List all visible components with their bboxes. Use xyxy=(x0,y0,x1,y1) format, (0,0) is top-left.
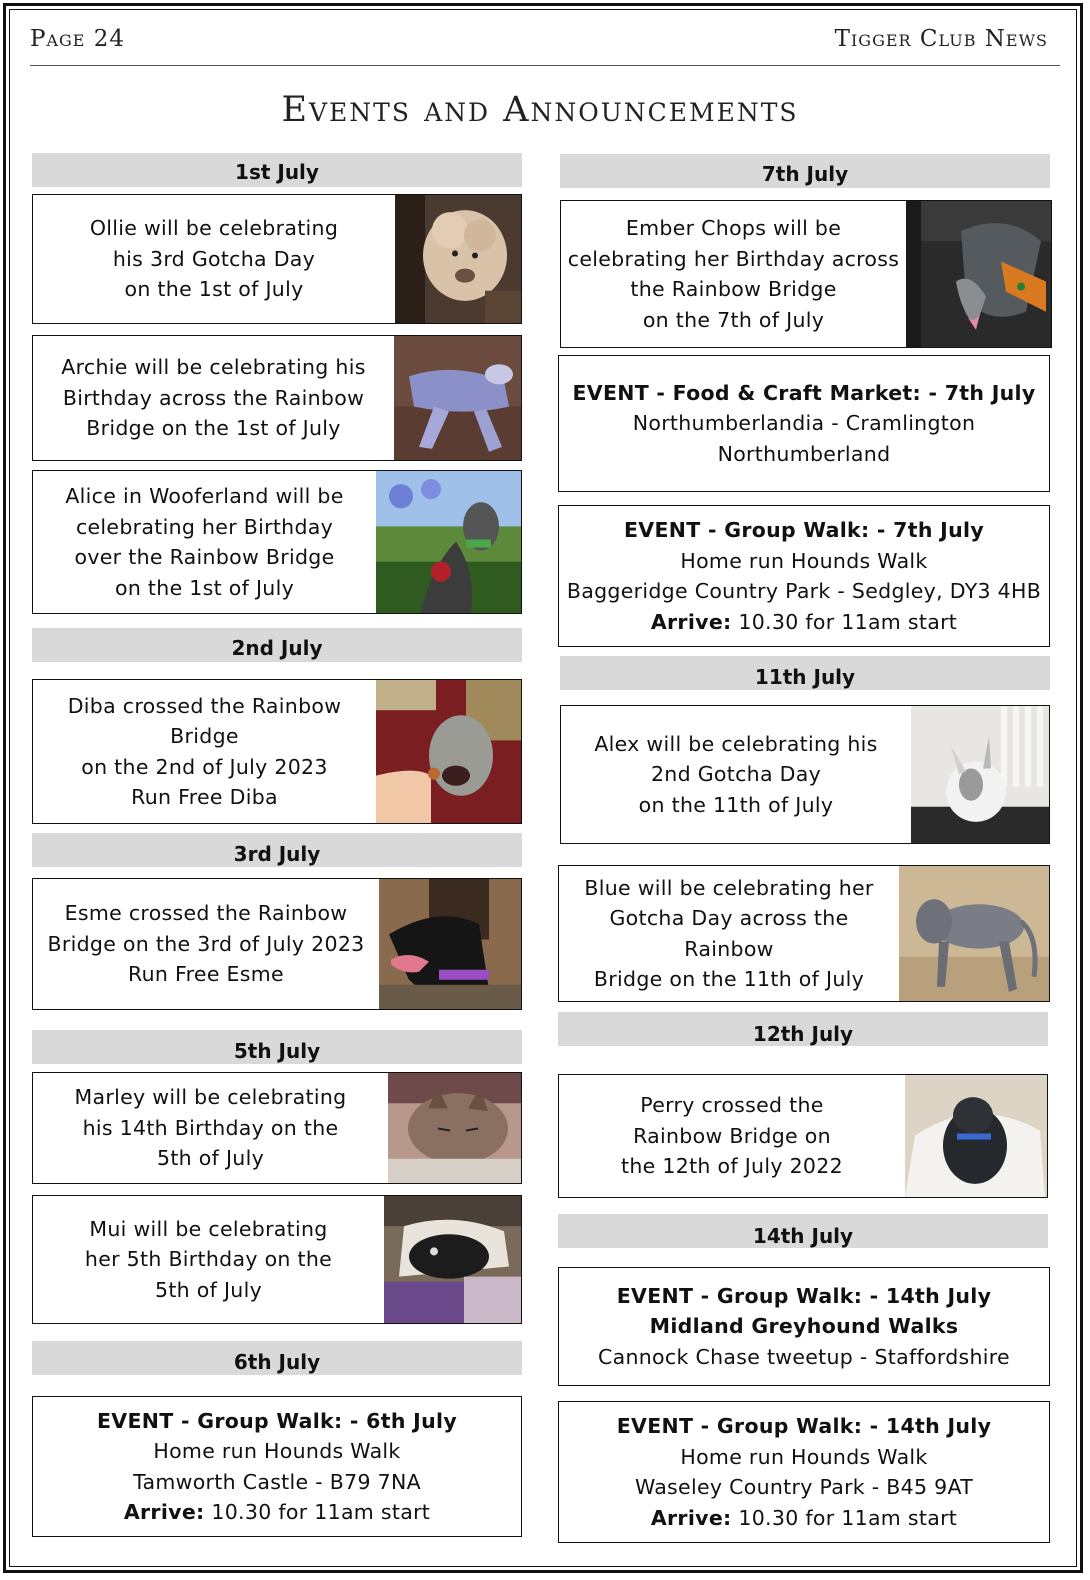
arrive-label: Arrive: xyxy=(123,1500,205,1524)
text-line: celebrating her Birthday xyxy=(75,514,334,539)
announcement-ember-chops xyxy=(560,200,1052,348)
text-line: Archie will be celebrating his xyxy=(61,355,366,380)
text-line: her 5th Birthday on the xyxy=(84,1247,333,1272)
date-heading-6th-july: 6th July xyxy=(32,1341,522,1375)
event-text xyxy=(559,506,1049,646)
text-line: his 14th Birthday on the xyxy=(82,1115,339,1140)
announcement-text xyxy=(33,680,376,823)
text-line: on the 1st of July xyxy=(124,277,304,302)
arrive-time: 10.30 for 11am start xyxy=(731,609,958,634)
dog-photo-archie xyxy=(394,336,521,460)
text-line: on the 7th of July xyxy=(642,307,825,332)
announcement-text xyxy=(33,195,395,323)
text-line: Mui will be celebrating xyxy=(89,1216,328,1241)
event-text xyxy=(559,356,1049,491)
event-food-craft-market-7th-july xyxy=(558,355,1050,492)
event-organiser: Home run Hounds Walk xyxy=(153,1439,401,1463)
text-line: Gotcha Day across the Rainbow xyxy=(609,906,849,961)
event-arrive xyxy=(651,1503,957,1534)
text-line: the 12th of July 2022 xyxy=(621,1154,843,1179)
text-line: Bridge on the 11th of July xyxy=(593,967,865,991)
announcement-ollie xyxy=(32,194,522,324)
dog-photo-mui xyxy=(384,1196,521,1323)
text-line: Run Free Diba xyxy=(131,785,278,809)
announcement-text xyxy=(33,879,379,1009)
announcement-diba xyxy=(32,679,522,824)
text-line: 5th of July xyxy=(154,1277,263,1302)
event-organiser: Home run Hounds Walk xyxy=(680,548,928,573)
text-line: on the 2nd of July 2023 xyxy=(81,754,328,779)
text-line: Perry crossed the xyxy=(640,1093,824,1118)
dog-photo-perry xyxy=(905,1075,1047,1197)
event-title: EVENT - Group Walk: - 14th July xyxy=(616,1414,992,1438)
dog-photo-ember-chops xyxy=(906,201,1051,347)
text-line: Birthday across the Rainbow xyxy=(62,385,365,410)
announcement-alice xyxy=(32,470,522,614)
event-title: EVENT - Group Walk: - 14th July xyxy=(616,1283,992,1308)
announcement-text xyxy=(33,1196,384,1323)
announcement-text xyxy=(561,201,906,347)
text-line: his 3rd Gotcha Day xyxy=(112,246,316,271)
event-arrive xyxy=(651,607,957,638)
page-number: Page 24 xyxy=(30,26,126,52)
event-group-walk-14th-july-waseley xyxy=(558,1401,1050,1543)
date-heading-3rd-july: 3rd July xyxy=(32,833,522,867)
arrive-time: 10.30 for 11am start xyxy=(731,1505,958,1530)
text-line: the Rainbow Bridge xyxy=(630,277,837,301)
announcement-alex xyxy=(560,705,1050,844)
announcement-text xyxy=(33,471,376,613)
event-title: EVENT - Group Walk: - 6th July xyxy=(97,1408,457,1433)
text-line: Esme crossed the Rainbow xyxy=(64,901,348,926)
rabbit-photo-alex xyxy=(911,706,1049,843)
event-text xyxy=(559,1268,1049,1385)
event-text xyxy=(33,1397,521,1536)
text-line: Run Free Esme xyxy=(128,962,284,987)
event-region: Northumberland xyxy=(717,441,891,466)
arrive-label: Arrive: xyxy=(650,609,732,634)
event-title: EVENT - Group Walk: - 7th July xyxy=(624,518,984,542)
event-group-walk-14th-july-midland xyxy=(558,1267,1050,1386)
announcement-archie xyxy=(32,335,522,461)
date-heading-1st-july: 1st July xyxy=(32,153,522,187)
date-heading-11th-july: 11th July xyxy=(560,656,1050,690)
event-location: Cannock Chase tweetup - Staffordshire xyxy=(598,1344,1010,1369)
dog-photo-esme xyxy=(379,879,521,1009)
announcement-perry xyxy=(558,1074,1048,1198)
text-line: on the 1st of July xyxy=(114,575,295,600)
announcement-mui xyxy=(32,1195,522,1324)
text-line: Blue will be celebrating her xyxy=(584,875,874,900)
arrive-time: 10.30 for 11am start xyxy=(204,1500,431,1524)
announcement-text xyxy=(561,706,911,843)
event-group-walk-7th-july xyxy=(558,505,1050,647)
event-organiser: Home run Hounds Walk xyxy=(680,1444,928,1469)
event-location: Northumberlandia - Cramlington xyxy=(632,411,976,436)
announcement-blue xyxy=(558,865,1050,1002)
event-arrive xyxy=(124,1497,430,1528)
text-line: Bridge on the 1st of July xyxy=(86,416,341,441)
event-title: EVENT - Food & Craft Market: - 7th July xyxy=(572,380,1036,405)
event-group-walk-6th-july xyxy=(32,1396,522,1537)
text-line: celebrating her Birthday across xyxy=(567,246,900,271)
text-line: Marley will be celebrating xyxy=(74,1085,347,1110)
arrive-label: Arrive: xyxy=(650,1505,732,1530)
text-line: 5th of July xyxy=(156,1146,265,1171)
text-line: Diba crossed the Rainbow Bridge xyxy=(67,693,342,748)
text-line: 2nd Gotcha Day xyxy=(650,762,822,787)
dog-photo-diba xyxy=(376,680,521,823)
event-location: Baggeridge Country Park - Sedgley, DY3 4HB xyxy=(566,579,1042,603)
dog-photo-alice xyxy=(376,471,521,613)
announcement-text xyxy=(559,866,899,1001)
event-location: Tamworth Castle - B79 7NA xyxy=(133,1469,421,1494)
event-text xyxy=(559,1402,1049,1542)
text-line: Alex will be celebrating his xyxy=(594,731,878,756)
date-heading-7th-july: 7th July xyxy=(560,154,1050,188)
announcement-text xyxy=(559,1075,905,1197)
text-line: Ollie will be celebrating xyxy=(89,216,339,241)
newsletter-name: Tigger Club News xyxy=(834,26,1048,52)
event-location: Waseley Country Park - B45 9AT xyxy=(634,1475,974,1499)
text-line: Rainbow Bridge on xyxy=(633,1123,831,1148)
announcement-esme xyxy=(32,878,522,1010)
date-heading-2nd-july: 2nd July xyxy=(32,628,522,662)
date-heading-5th-july: 5th July xyxy=(32,1030,522,1064)
date-heading-14th-july: 14th July xyxy=(558,1214,1048,1248)
announcement-text xyxy=(33,1073,388,1183)
announcement-marley xyxy=(32,1072,522,1184)
text-line: Ember Chops will be xyxy=(625,216,842,240)
event-organiser: Midland Greyhound Walks xyxy=(649,1314,959,1339)
page-title: Events and Announcements xyxy=(281,90,799,130)
dog-photo-blue xyxy=(899,866,1049,1001)
text-line: Bridge on the 3rd of July 2023 xyxy=(47,931,365,956)
text-line: on the 11th of July xyxy=(638,792,834,817)
header-rule xyxy=(30,65,1060,66)
dog-photo-ollie xyxy=(395,195,521,323)
cat-photo-marley xyxy=(388,1073,521,1183)
announcement-text xyxy=(33,336,394,460)
text-line: Alice in Wooferland will be xyxy=(65,484,344,508)
text-line: over the Rainbow Bridge xyxy=(74,545,335,569)
date-heading-12th-july: 12th July xyxy=(558,1012,1048,1046)
